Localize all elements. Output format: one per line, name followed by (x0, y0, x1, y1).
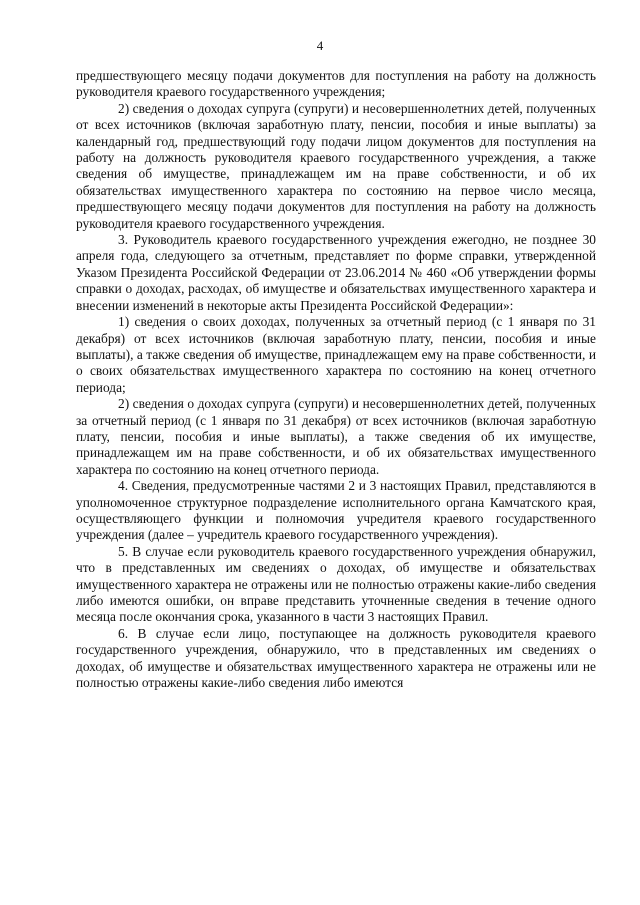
paragraph-item-2-spouse-income: 2) сведения о доходах супруга (супруги) и несовершеннолетних детей, полученных от всех источников (включая заработную плату, пенсии, пособия и иные выплаты) за календарный год, предшествующий году подачи лицом документов для поступления на работу на должность руководителя краевого государственного учреждения, а также сведения об имуществе, принадлежащем им на праве собственности, и об их обязательствах имущественного характера по состоянию на первое число месяца, предшествующего месяцу подачи документов для поступления на работу на должность руководителя краевого государственного учреждения. (76, 100, 596, 231)
page-number: 4 (316, 38, 324, 53)
paragraph-item-2-family-income: 2) сведения о доходах супруга (супруги) и несовершеннолетних детей, полученных за отчетный период (с 1 января по 31 декабря) от всех источников (включая заработную плату, пенсии, пособия и иные выплаты), а также сведения об их имуществе, принадлежащем им на праве собственности, и об их обязательствах имущественного характера по состоянию на конец отчетного периода. (76, 396, 596, 477)
document-body (76, 68, 596, 691)
paragraph-continuation: предшествующего месяцу подачи документов для поступления на работу на должность руководителя краевого государственного учреждения; (76, 68, 596, 100)
paragraph-5-corrections: 5. В случае если руководитель краевого государственного учреждения обнаружил, что в представленных им сведениях о доходах, об имуществе и обязательствах имущественного характера не отражены или не полностью отражены какие-либо сведения либо имеются ошибки, он вправе представить уточненные сведения в течение одного месяца после окончания срока, указанного в части 3 настоящих Правил. (76, 543, 596, 625)
paragraph-3-annual-report: 3. Руководитель краевого государственного учреждения ежегодно, не позднее 30 апреля года, следующего за отчетным, представляет по форме справки, утвержденной Указом Президента Российской Федерации от 23.06.2014 № 460 «Об утверждении формы справки о доходах, расходах, об имуществе и обязательствах имущественного характера и внесении изменений в некоторые акты Президента Российской Федерации»: (76, 232, 596, 313)
paragraph-6-applicant-corrections: 6. В случае если лицо, поступающее на должность руководителя краевого государственного учреждения, обнаружило, что в представленных им сведениях о доходах, об имуществе и обязательствах имущественного характера не отражены или не полностью отражены какие-либо сведения либо имеются (76, 625, 596, 691)
paragraph-item-1-own-income: 1) сведения о своих доходах, полученных за отчетный период (с 1 января по 31 декабря) от всех источников (включая заработную плату, пенсии, пособия и иные выплаты), а также сведения об имуществе, принадлежащем ему на праве собственности, и о своих обязательствах имущественного характера по состоянию на конец отчетного периода; (76, 314, 596, 395)
paragraph-4-submission: 4. Сведения, предусмотренные частями 2 и 3 настоящих Правил, представляются в уполномоченное структурное подразделение исполнительного органа Камчатского края, осуществляющего функции и полномочия учредителя краевого государственного учреждения (далее – учредитель краевого государственного учреждения). (76, 478, 596, 543)
